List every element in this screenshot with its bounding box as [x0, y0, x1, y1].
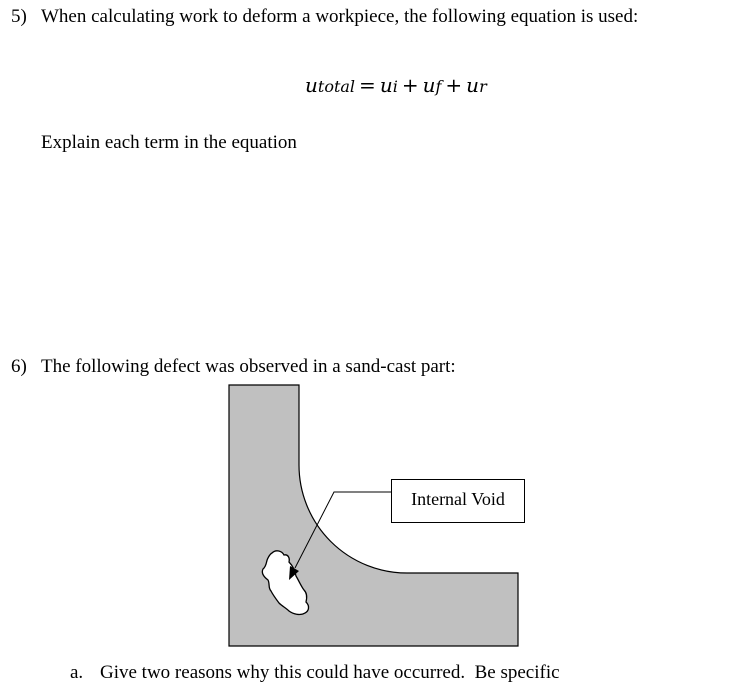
equation-lhs-var: u [305, 73, 318, 97]
equation-plus-1: + [401, 73, 419, 97]
question-6-prompt: The following defect was observed in a sand-cast part: [41, 356, 456, 377]
equation-term3-sub: r [479, 77, 487, 96]
question-6-number: 6) [11, 356, 27, 377]
internal-void-callout [391, 479, 525, 523]
equation-plus-2: + [445, 73, 463, 97]
equation-term2-sub: f [435, 77, 442, 96]
equation-term1-sub: i [392, 77, 398, 96]
equation-equals: = [359, 73, 376, 97]
equation-term3-var: u [466, 73, 480, 97]
question-5-prompt: When calculating work to deform a workpiece, the following equation is used: [41, 6, 639, 27]
question-5-number: 5) [11, 6, 27, 27]
question-5-instruction: Explain each term in the equation [41, 132, 297, 153]
equation-term1-var: u [379, 73, 393, 97]
sub-question-a-text: Give two reasons why this could have occurred. Be specific [100, 662, 560, 683]
equation-term2-var: u [422, 73, 436, 97]
callout-label: Internal Void [411, 489, 505, 509]
equation-lhs-sub: total [317, 77, 356, 96]
sub-question-a-marker: a. [70, 662, 84, 683]
